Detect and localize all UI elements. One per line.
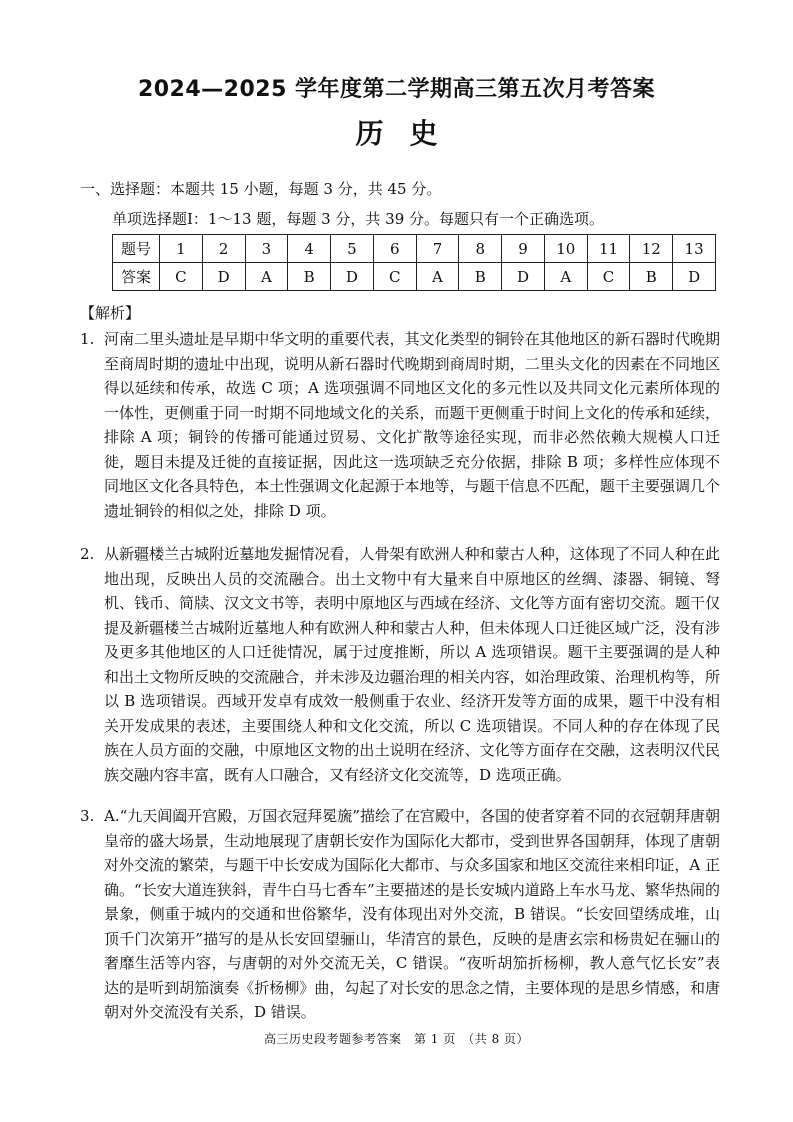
question-number: 3 [245,235,288,263]
question-number: 11 [587,235,630,263]
answer-cell: D [673,263,716,291]
subject-title: 历史 [355,117,464,150]
table-row-label: 题号 [113,235,160,263]
question-number: 13 [673,235,716,263]
answer-cell: D [502,263,545,291]
answer-cell: B [630,263,673,291]
question-number: 2 [202,235,245,263]
question-number: 12 [630,235,673,263]
answer-cell: C [587,263,630,291]
analysis-item [80,327,720,523]
answer-cell: A [245,263,288,291]
answer-cell: D [202,263,245,291]
question-number: 5 [331,235,374,263]
table-row-label: 答案 [113,263,160,291]
answer-cell: B [459,263,502,291]
analysis-label: 【解析】 [80,304,141,322]
question-number: 1 [160,235,203,263]
answer-cell: D [331,263,374,291]
page-footer: 高三历史段考题参考答案 第 1 页 （共 8 页） [263,1032,530,1046]
answer-table-number-row [113,235,716,263]
question-number: 10 [544,235,587,263]
answer-table-answer-row [113,263,716,291]
answer-table [112,234,716,291]
question-number: 9 [502,235,545,263]
analysis-item-text: 从新疆楼兰古城附近墓地发掘情况看，人骨架有欧洲人种和蒙古人种，这体现了不同人种在此地出现，反映出人员的交流融合。出土文物中有大量来自中原地区的丝绸、漆器、铜镜、弩机、钱币、简牍、汉文文书等，表明中原地区与西域在经济、文化等方面有密切交流。题干仅提及新疆楼兰古城附近墓地人种有欧洲人种和蒙古人种，但未体现人口迁徙区域广泛，没有涉及更多其他地区的人口迁徙情况，属于过度推断，所以 A 选项错误。题干主要强调的是人种和出土文物所反映的交流融合，并未涉及边疆治理的相关内容，如治理政策、治理机构等，所以 B 选项错误。西域开发卓有成效一般侧重于农业、经济开发等方面的成果，题干中没有相关开发成果的表述，主要围绕人种和文化交流，所以 C 选项错误。不同人种的存在体现了民族在人员方面的交融，中原地区文物的出土说明在经济、文化等方面存在交融，这表明汉代民族交融内容丰富，既有人口融合，又有经济文化交流等，D 选项正确。 [104,545,720,784]
analysis-item [80,542,720,787]
analysis-item-text: 河南二里头遗址是早期中华文明的重要代表，其文化类型的铜铃在其他地区的新石器时代晚期至商周时期的遗址中出现，说明从新石器时代晚期到商周时期，二里头文化的因素在不同地区得以延续和传承，故选 C 项；A 选项强调不同地区文化的多元性以及共同文化元素所体现的一体性，更侧重于同一时期不同地域文化的关系，而题干更侧重于时间上文化的传承和延续，排除 A 项；铜铃的传播可能通过贸易、文化扩散等途径实现，而非必然依赖大规模人口迁徙，题目未提及迁徙的直接证据，因此这一选项缺乏充分依据，排除 B 项；多样性应体现不同地区文化各具特色，本土性强调文化起源于本地等，与题干信息不匹配，题干主要强调几个遗址铜铃的相似之处，排除 D 项。 [104,330,720,520]
answer-cell: C [373,263,416,291]
section-heading: 一、选择题：本题共 15 小题，每题 3 分，共 45 分。 [80,180,442,198]
analysis-item-number: 1. [80,330,95,348]
analysis-item [80,804,720,1025]
analysis-item-number: 3. [80,807,95,825]
document-title: 2024—2025 学年度第二学期高三第五次月考答案 [137,77,656,102]
question-number: 7 [416,235,459,263]
answer-cell: A [416,263,459,291]
question-number: 4 [288,235,331,263]
question-number: 6 [373,235,416,263]
analysis-item-text: A.“九天阊阖开宫殿，万国衣冠拜冕旒”描绘了在宫殿中，各国的使者穿着不同的衣冠朝拜唐朝皇帝的盛大场景，生动地展现了唐朝长安作为国际化大都市，受到世界各国朝拜，体现了唐朝对外交流的繁荣，与题干中长安成为国际化大都市、与众多国家和地区交流往来相印证，A 正确。“长安大道连狭斜，青牛白马七香车”主要描述的是长安城内道路上车水马龙、繁华热闹的景象，侧重于城内的交通和世俗繁华，没有体现出对外交流，B 错误。“长安回望绣成堆，山顶千门次第开”描写的是从长安回望骊山，华清宫的景色，反映的是唐玄宗和杨贵妃在骊山的奢靡生活等内容，与唐朝的对外交流无关，C 错误。“夜听胡笳折杨柳，教人意气忆长安”表达的是听到胡笳演奏《折杨柳》曲，勾起了对长安的思念之情，主要体现的是思乡情感，和唐朝对外交流没有关系，D 错误。 [104,807,720,1021]
section-subheading: 单项选择题Ⅰ：1～13 题，每题 3 分，共 39 分。每题只有一个正确选项。 [112,210,605,228]
question-number: 8 [459,235,502,263]
analysis-item-number: 2. [80,545,95,563]
answer-cell: A [544,263,587,291]
answer-cell: C [160,263,203,291]
answer-cell: B [288,263,331,291]
